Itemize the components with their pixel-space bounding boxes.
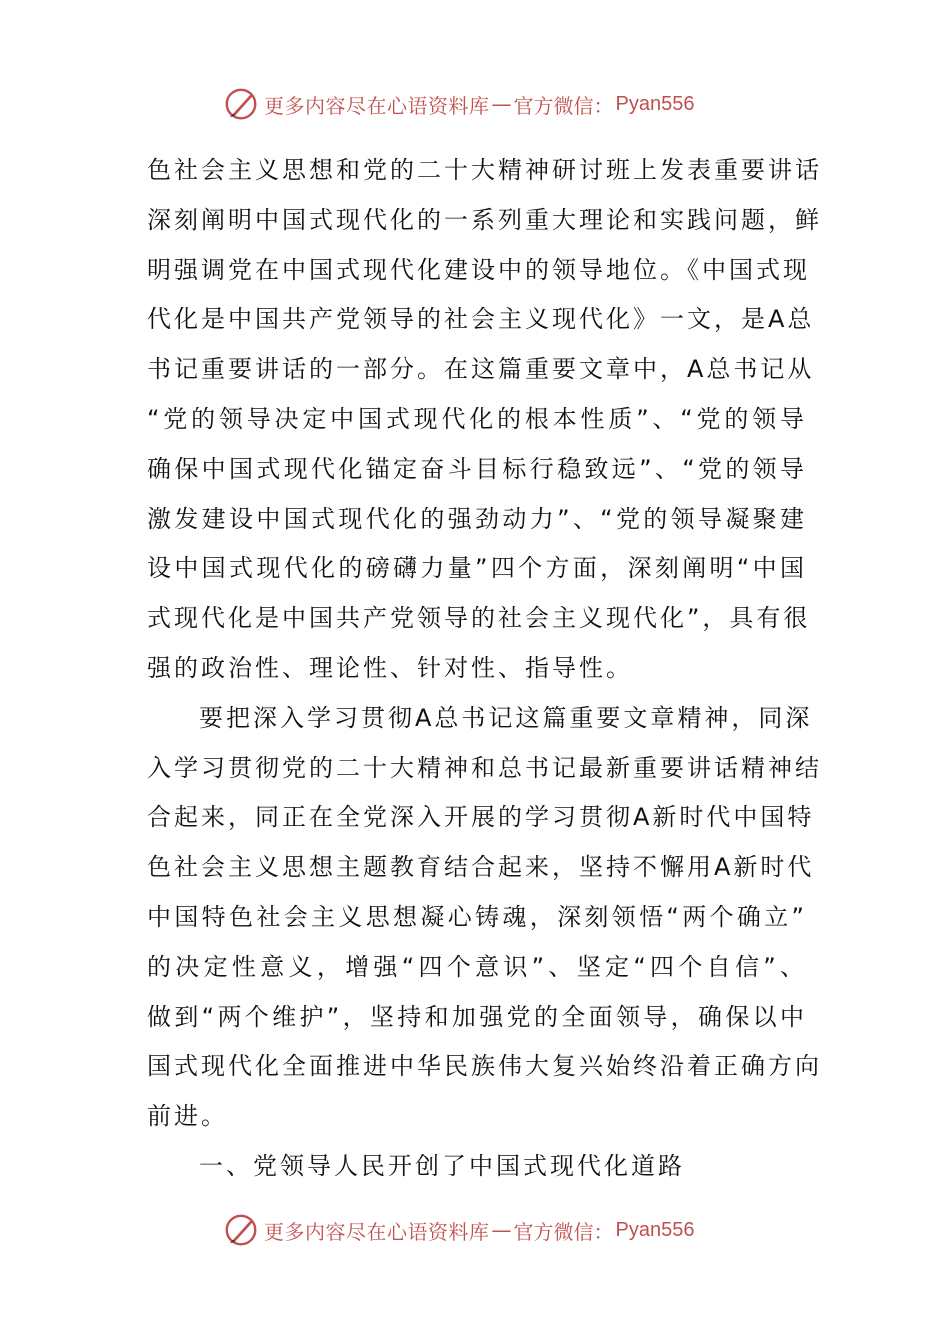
banner-slogan: 更多内容尽在心语资料库: [264, 1219, 490, 1244]
banner-wechat-id: Pyan556: [615, 92, 695, 115]
text-line: 入学习贯彻党的二十大精神和总书记最新重要讲话精神结: [147, 753, 822, 782]
text-line: “党的领导决定中国式现代化的根本性质”、“党的领导: [147, 404, 807, 433]
text-line: 深刻阐明中国式现代化的一系列重大理论和实践问题，鲜: [147, 205, 822, 234]
text-line: 式现代化是中国共产党领导的社会主义现代化”，具有很: [147, 604, 811, 633]
header-banner: [222, 84, 694, 124]
banner-wechat-label: 官方微信：: [513, 93, 614, 118]
text-line: 强的政治性、理论性、针对性、指导性。: [147, 653, 633, 682]
text-line: 书记重要讲话的一部分。在这篇重要文章中，A总书记从: [147, 355, 815, 384]
banner-wechat-id: Pyan556: [615, 1218, 695, 1241]
banner-wechat-label: 官方微信：: [513, 1219, 614, 1244]
banner-dash: —: [491, 1218, 512, 1242]
text-line: 代化是中国共产党领导的社会主义现代化》一文，是A总: [147, 305, 815, 334]
text-line: 中国特色社会主义思想凝心铸魂，深刻领悟“两个确立”: [147, 902, 807, 931]
banner-dash: —: [491, 92, 512, 116]
pen-logo-icon: [222, 85, 260, 123]
text-line: 确保中国式现代化锚定奋斗目标行稳致远”、“党的领导: [147, 454, 807, 483]
text-line: 色社会主义思想和党的二十大精神研讨班上发表重要讲话: [147, 156, 822, 184]
text-line: 前进。: [147, 1102, 228, 1131]
text-line: 色社会主义思想主题教育结合起来，坚持不懈用A新时代: [147, 853, 815, 882]
text-line: 做到“两个维护”，坚持和加强党的全面领导，确保以中: [147, 1002, 807, 1031]
text-line: 设中国式现代化的磅礴力量”四个方面，深刻阐明“中国: [147, 554, 807, 583]
section-heading: 一、党领导人民开创了中国式现代化道路: [199, 1151, 685, 1180]
paragraph-start-line: 要把深入学习贯彻A总书记这篇重要文章精神，同深: [199, 703, 813, 732]
text-line: 激发建设中国式现代化的强劲动力”、“党的领导凝聚建: [147, 504, 807, 533]
pen-logo-icon: [222, 1211, 260, 1249]
document-body: [147, 146, 822, 1192]
text-line: 合起来，同正在全党深入开展的学习贯彻A新时代中国特: [147, 803, 815, 832]
text-line: 的决定性意义，增强“四个意识”、坚定“四个自信”、: [147, 952, 807, 981]
banner-slogan: 更多内容尽在心语资料库: [264, 93, 490, 118]
text-line: 明强调党在中国式现代化建设中的领导地位。《中国式现: [147, 255, 810, 284]
footer-banner: [222, 1210, 694, 1250]
text-line: 国式现代化全面推进中华民族伟大复兴始终沿着正确方向: [147, 1052, 822, 1081]
